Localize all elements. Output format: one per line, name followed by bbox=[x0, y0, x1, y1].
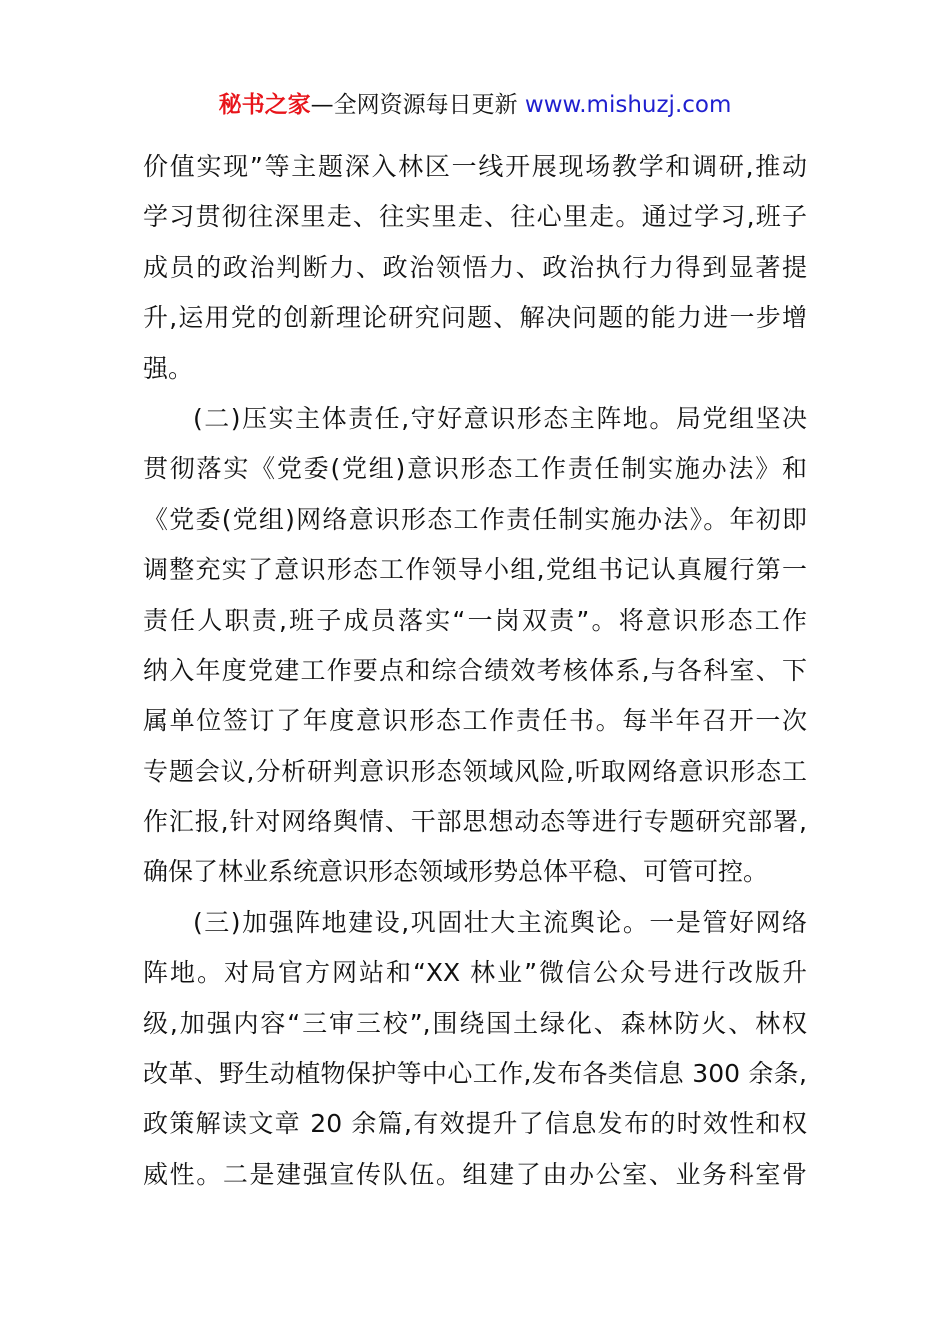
text-line: 价值实现”等主题深入林区一线开展现场教学和调研,推动 bbox=[143, 152, 807, 181]
site-url-link[interactable]: www.mishuzj.com bbox=[524, 92, 732, 118]
text-line: 升,运用党的创新理论研究问题、解决问题的能力进一步增 bbox=[143, 303, 807, 333]
text-line: 成员的政治判断力、政治领悟力、政治执行力得到显著提 bbox=[143, 252, 807, 282]
site-brand: 秘书之家 bbox=[218, 92, 311, 118]
site-tagline: —全网资源每日更新 bbox=[310, 92, 518, 118]
text-line: 政策解读文章 20 余篇,有效提升了信息发布的时效性和权 bbox=[143, 1109, 807, 1139]
text-line: 《党委(党组)网络意识形态工作责任制实施办法》。年初即 bbox=[143, 504, 807, 534]
text-line: 确保了林业系统意识形态领域形势总体平稳、可管可控。 bbox=[143, 857, 769, 887]
paragraph-start-line: (三)加强阵地建设,巩固壮大主流舆论。一是管好网络 bbox=[193, 907, 807, 937]
text-line: 贯彻落实《党委(党组)意识形态工作责任制实施办法》和 bbox=[143, 454, 807, 484]
text-line: 威性。二是建强宣传队伍。组建了由办公室、业务科室骨 bbox=[143, 1159, 807, 1189]
text-line: 强。 bbox=[143, 353, 194, 383]
text-line: 学习贯彻往深里走、往实里走、往心里走。通过学习,班子 bbox=[143, 202, 807, 232]
text-line: 责任人职责,班子成员落实“一岗双责”。将意识形态工作 bbox=[143, 605, 807, 635]
text-line: 改革、野生动植物保护等中心工作,发布各类信息 300 余条, bbox=[143, 1059, 807, 1089]
text-line: 调整充实了意识形态工作领导小组,党组书记认真履行第一 bbox=[143, 555, 807, 585]
paragraph-start-line: (二)压实主体责任,守好意识形态主阵地。局党组坚决 bbox=[193, 403, 807, 433]
text-line: 纳入年度党建工作要点和综合绩效考核体系,与各科室、下 bbox=[143, 655, 807, 685]
document-body bbox=[143, 142, 807, 1200]
page-header bbox=[0, 88, 950, 122]
text-line: 级,加强内容“三审三校”,围绕国土绿化、森林防火、林权 bbox=[143, 1008, 807, 1038]
text-line: 属单位签订了年度意识形态工作责任书。每半年召开一次 bbox=[143, 706, 807, 736]
text-line: 作汇报,针对网络舆情、干部思想动态等进行专题研究部署, bbox=[143, 807, 807, 837]
text-line: 专题会议,分析研判意识形态领域风险,听取网络意识形态工 bbox=[143, 756, 807, 786]
text-line: 阵地。对局官方网站和“XX 林业”微信公众号进行改版升 bbox=[143, 958, 807, 988]
